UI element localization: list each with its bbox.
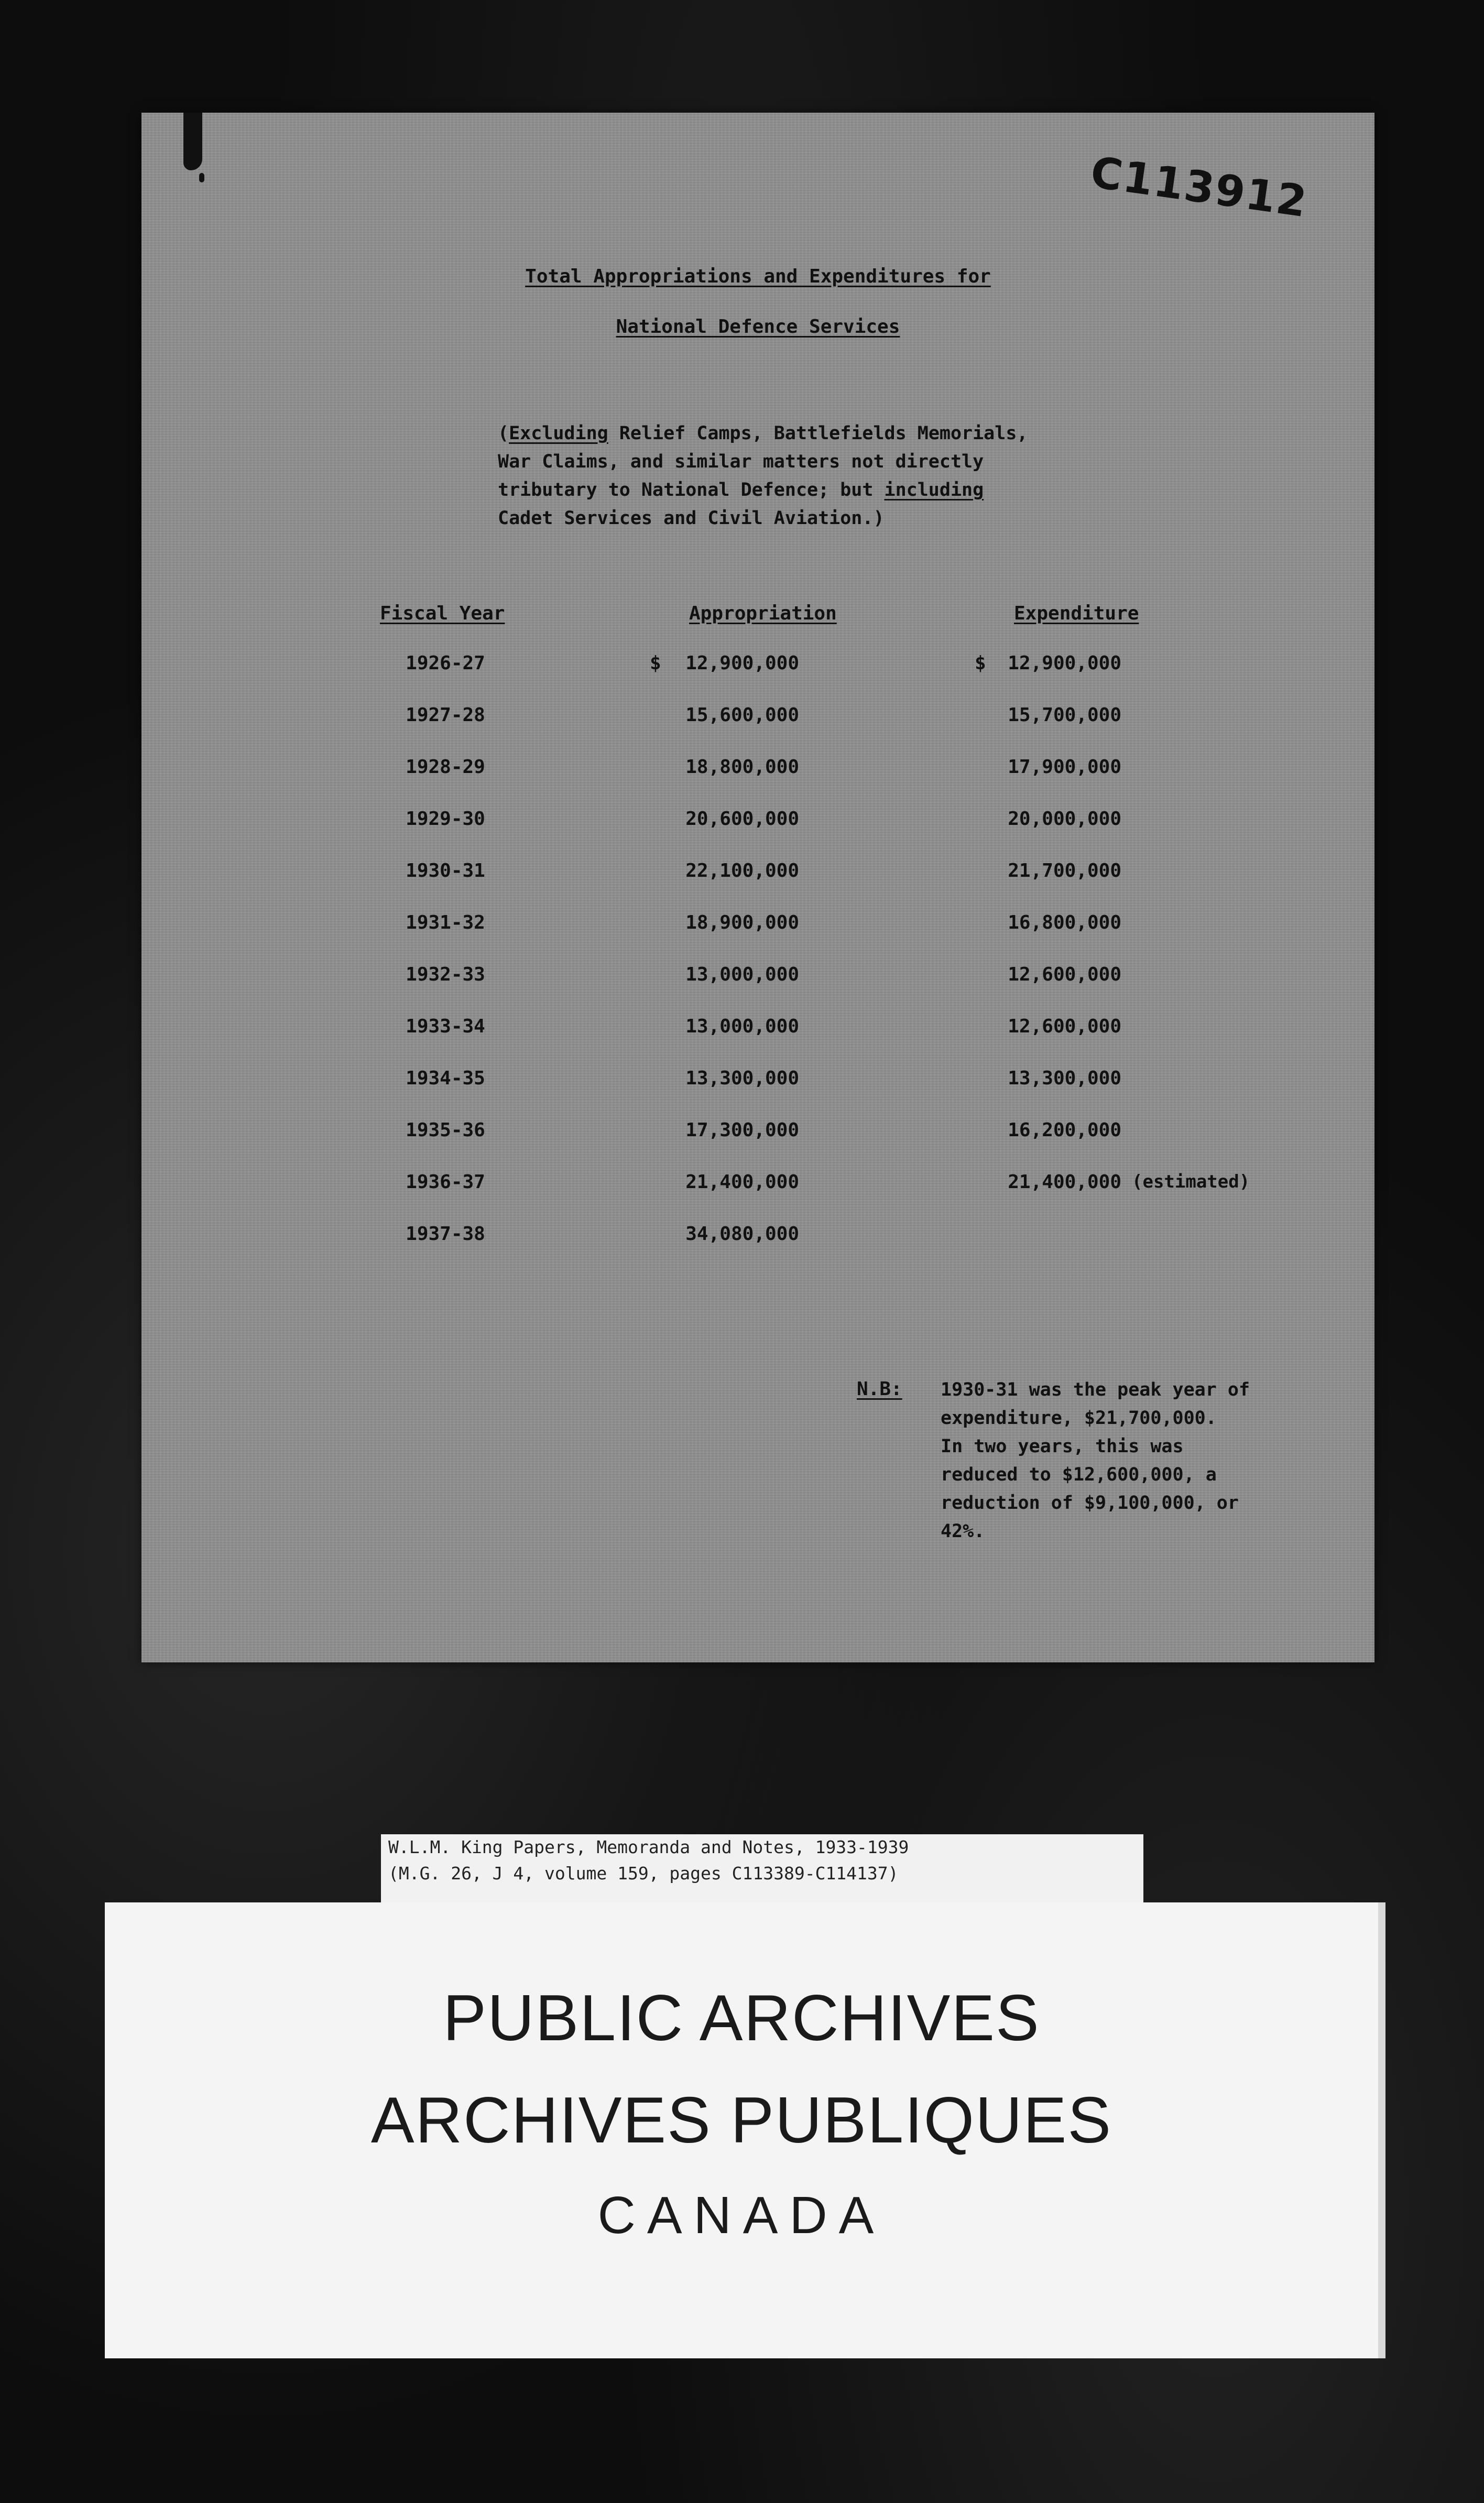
table-row	[141, 704, 1374, 741]
dollar-sign: $	[975, 652, 986, 674]
expenditure-cell: 12,600,000	[1008, 964, 1121, 985]
appropriation-cell: 34,080,000	[685, 1223, 799, 1245]
archive-line-1: PUBLIC ARCHIVES	[443, 1982, 1040, 2054]
table-row	[141, 1016, 1374, 1052]
expenditure-cell: 21,400,000	[1008, 1171, 1121, 1193]
header-appropriation: Appropriation	[689, 603, 837, 624]
collection-label-line-1: W.L.M. King Papers, Memoranda and Notes, 1933-1939	[388, 1837, 909, 1857]
dollar-sign: $	[650, 652, 661, 674]
appropriation-cell: 17,300,000	[685, 1119, 799, 1141]
expenditure-cell: 12,600,000	[1008, 1016, 1121, 1037]
ink-blot-small	[199, 173, 204, 182]
table-row	[141, 860, 1374, 897]
appropriation-cell: 18,900,000	[685, 912, 799, 933]
scope-note	[498, 419, 1231, 532]
table-row	[141, 964, 1374, 1000]
title-line-2: National Defence Services	[616, 316, 900, 338]
header-fiscal-year: Fiscal Year	[380, 603, 505, 624]
table-row	[141, 808, 1374, 845]
archive-line-3: CANADA	[597, 2186, 886, 2245]
note-middle: Relief Camps, Battlefields Memorials, War Claims, and similar matters not directly tributary to National Defence; but	[498, 423, 1028, 500]
document-page	[141, 113, 1374, 1662]
archive-card	[105, 1902, 1385, 2358]
title-line-1: Total Appropriations and Expenditures for	[525, 266, 991, 287]
appropriation-cell: 22,100,000	[685, 860, 799, 882]
remark-cell: (estimated)	[1132, 1171, 1250, 1192]
expenditure-cell: 15,700,000	[1008, 704, 1121, 726]
table-row	[141, 912, 1374, 949]
fiscal-year-cell: 1936-37	[406, 1171, 485, 1193]
note-excluding: Excluding	[509, 423, 608, 444]
ink-blot	[183, 113, 202, 170]
fiscal-year-cell: 1937-38	[406, 1223, 485, 1245]
fiscal-year-cell: 1932-33	[406, 964, 485, 985]
fiscal-year-cell: 1931-32	[406, 912, 485, 933]
expenditure-cell: 13,300,000	[1008, 1068, 1121, 1089]
appropriation-cell: 18,800,000	[685, 756, 799, 778]
collection-label	[381, 1834, 1143, 1909]
appropriation-cell: 21,400,000	[685, 1171, 799, 1193]
expenditure-cell: 21,700,000	[1008, 860, 1121, 882]
table-row	[141, 1119, 1374, 1156]
appropriation-cell: 13,000,000	[685, 1016, 799, 1037]
note-including: including	[884, 480, 984, 500]
table-row	[141, 1223, 1374, 1260]
expenditure-cell: 16,200,000	[1008, 1119, 1121, 1141]
fiscal-year-cell: 1928-29	[406, 756, 485, 778]
fiscal-year-cell: 1930-31	[406, 860, 485, 882]
appropriation-cell: 20,600,000	[685, 808, 799, 830]
expenditure-cell: 16,800,000	[1008, 912, 1121, 933]
fiscal-year-cell: 1934-35	[406, 1068, 485, 1089]
expenditure-cell: 12,900,000	[1008, 652, 1121, 674]
fiscal-year-cell: 1929-30	[406, 808, 485, 830]
note-tail: Cadet Services and Civil Aviation.)	[498, 508, 885, 529]
nb-text: 1930-31 was the peak year of expenditure, $21,700,000. In two years, this was reduced to $12,600,000, a reduction of $9,100,000, or 42%.	[941, 1379, 1250, 1542]
document-number-stamp: C113912	[1087, 147, 1311, 227]
archive-line-2: ARCHIVES PUBLIQUES	[370, 2084, 1112, 2157]
table-row	[141, 756, 1374, 793]
appropriation-cell: 12,900,000	[685, 652, 799, 674]
note-open: (	[498, 423, 509, 444]
fiscal-year-cell: 1935-36	[406, 1119, 485, 1141]
expenditure-cell: 20,000,000	[1008, 808, 1121, 830]
appropriation-cell: 13,000,000	[685, 964, 799, 985]
fiscal-year-cell: 1927-28	[406, 704, 485, 726]
fiscal-year-cell: 1933-34	[406, 1016, 485, 1037]
table-row	[141, 1068, 1374, 1104]
header-expenditure: Expenditure	[1014, 603, 1139, 624]
table-row	[141, 1171, 1374, 1208]
appropriation-cell: 13,300,000	[685, 1068, 799, 1089]
appropriation-cell: 15,600,000	[685, 704, 799, 726]
expenditure-cell: 17,900,000	[1008, 756, 1121, 778]
collection-label-line-2: (M.G. 26, J 4, volume 159, pages C113389-C114137)	[388, 1863, 899, 1884]
fiscal-year-cell: 1926-27	[406, 652, 485, 674]
table-row	[141, 652, 1374, 689]
nb-label: N.B:	[857, 1378, 902, 1400]
